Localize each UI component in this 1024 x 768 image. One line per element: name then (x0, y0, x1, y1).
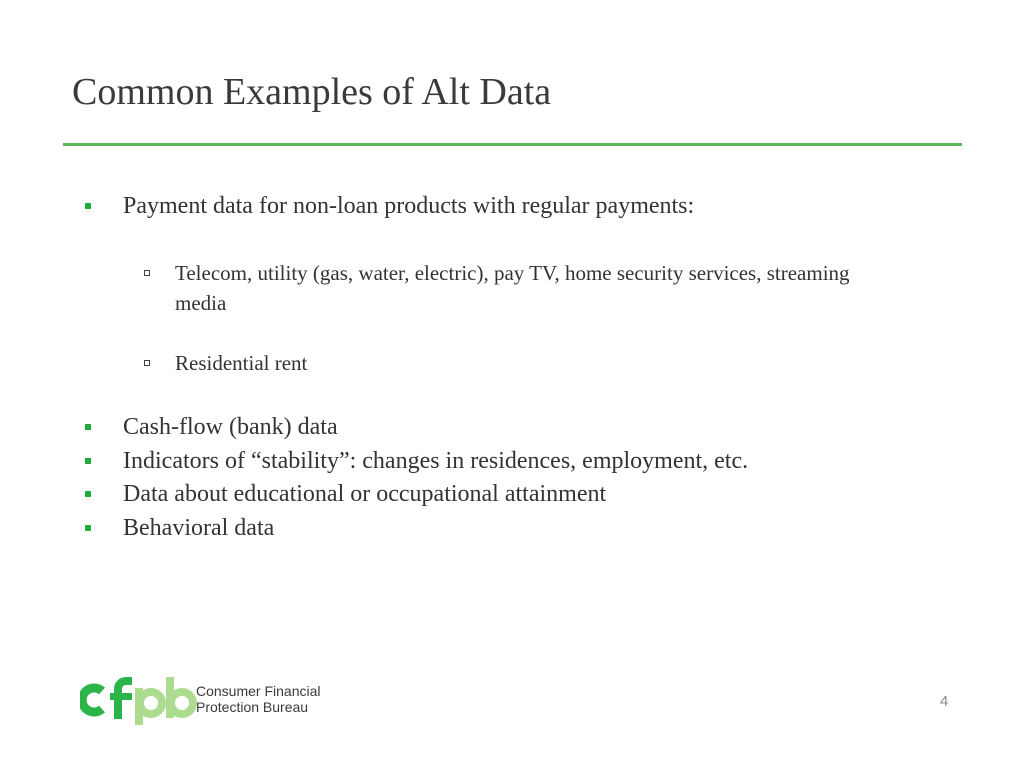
logo-line-2: Protection Bureau (196, 699, 309, 715)
bullet-text-payment-data: Payment data for non-loan products with regular payments: (123, 193, 695, 219)
sub-bullet-marker (144, 270, 150, 276)
logo-wordmark (196, 683, 321, 715)
logo-letter-f-bar (110, 693, 132, 700)
bullet-marker (85, 203, 91, 209)
bullet-marker (85, 525, 91, 531)
slide-title: Common Examples of Alt Data (72, 71, 552, 113)
title-divider (63, 143, 962, 146)
bullet-text-behavioral: Behavioral data (123, 515, 275, 541)
sub-bullet-marker (144, 360, 150, 366)
logo-letter-c (82, 688, 102, 712)
bullet-marker (85, 458, 91, 464)
page-number: 4 (940, 693, 949, 710)
sub-bullet-text-telecom: Telecom, utility (gas, water, electric), pay TV, home security services, streaming media (175, 261, 850, 315)
logo-line-1: Consumer Financial (196, 683, 321, 699)
logo-letter-p-bowl (140, 692, 162, 714)
bullet-marker (85, 491, 91, 497)
bullet-text-stability: Indicators of “stability”: changes in residences, employment, etc. (123, 448, 749, 474)
bullet-marker (85, 424, 91, 430)
bullet-text-education: Data about educational or occupational attainment (123, 481, 607, 507)
logo-letter-b-bowl (171, 692, 193, 714)
sub-bullet-text-rent: Residential rent (175, 351, 308, 375)
bullet-text-cash-flow: Cash-flow (bank) data (123, 414, 338, 440)
